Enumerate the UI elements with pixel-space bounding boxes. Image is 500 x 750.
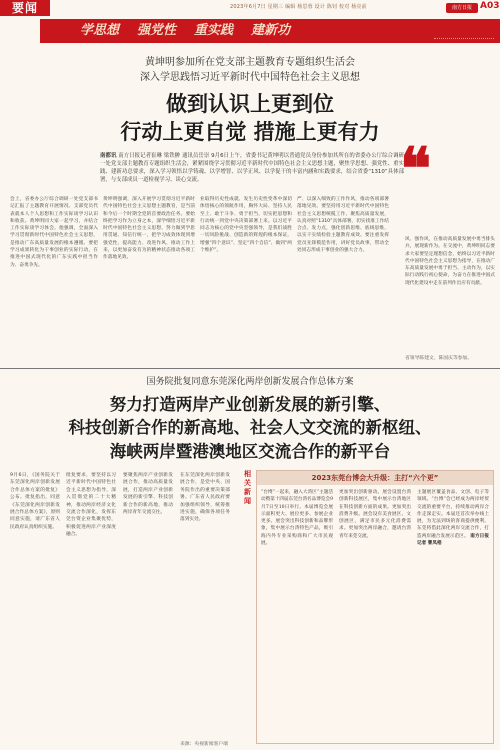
lead-headline-line-1: 做到认识上更到位 (166, 92, 334, 116)
edition-badge: 南方日报 (446, 3, 478, 13)
sidebar-column-3-text: 主题展区覆盖食品、文创、电子等领域。“台博”会已经成为两岸经贸交流的重要平台，持续推动两岸合作走深走实。本届还首次举办线上展，为无法到场的客商提供便利。东莞将借此深化两岸交流合作，打造两岸融合发展示范区。 (417, 490, 489, 539)
slogan-3: 重实践 (194, 23, 234, 38)
sidebar-author: 南方日报记者 曹凤梧 (417, 533, 489, 547)
lead-headline-line-2: 行动上更自觉 措施上更有力 (120, 120, 380, 144)
second-column-1: 9月6日，《国务院关于东莞深化两岸创新发展合作总体方案的批复》公布。批复指出，同意《东莞深化两岸创新发展合作总体方案》，原则同意实施，请广东省人民政府认真组织实施。 (10, 473, 60, 530)
sidebar-columns (261, 489, 489, 739)
slogan-banner (40, 19, 500, 43)
second-headline-line-1: 努力打造两岸产业创新发展的新引擎、 (109, 395, 391, 414)
second-headline-line-2: 科技创新合作的新高地、社会人文交流的新枢纽、 (68, 418, 432, 437)
banner-decoration (434, 23, 494, 39)
slogan-4: 建新功 (251, 23, 291, 38)
lead-column-3: 业取得历史性成就、发生历史性变革中深切体悟核心的领航作用，胸怀大局、坚持人民至上、敢于斗争、勇于担当，切实把思想和行动统一到党中央决策部署上来。以习近平同志为核心的党中央坚强领导，是我们战胜一切风险挑战、创造新的辉煌的根本保证，增强“四个意识”、坚定“四个自信”、做到“两个维护”。 (200, 197, 292, 254)
second-kicker: 国务院批复同意东莞深化两岸创新发展合作总体方案 (146, 377, 354, 387)
dateline: 2023年6月7日 星期三 编辑 杨思蓉 设计 陈钊 校对 杨亮前 (230, 4, 367, 10)
section-tag: 要闻 (0, 0, 50, 16)
lead-column-4: 严、以深入细致的工作作风，推动各项部署落地见效。要坚持用习近平新时代中国特色社会主义思想统揽工作，聚焦高质量发展，认真对照“1310”具体部署，切实找准工作结合点、发力点，强化创新思维、底线思维，以实干实绩检验主题教育成效。要注重发挥党员先锋模范作用，讲好党员故事，带动全处同志形成干事创业的强大合力。 (297, 197, 389, 254)
lead-paragraph (100, 152, 404, 184)
slogan-1: 学思想 (80, 23, 120, 38)
second-column-4: 在东莞深化两岸创新发展合作，是党中央、国务院作出的重要决策部署。广东省人民政府要加强组织领导，统筹推进实施，确保各项任务落到实处。 (180, 473, 230, 523)
lead-kicker-line-1: 黄坤明参加所在党支部主题教育专题组织生活会 (145, 57, 355, 68)
expo-sidebar (256, 470, 494, 744)
slogan-2: 强党性 (137, 23, 177, 38)
second-headline-line-3: 海峡两岸暨港澳地区交流合作的新平台 (109, 442, 391, 461)
lead-column-2: 黄坤明强调，深入开展学习贯彻习近平新时代中国特色社会主义思想主题教育，是当前和今后一个时期全党的首要政治任务。要始终把学习作为立身之本，深学细悟习近平新时代中国特色社会主义思想，努力做到学思用贯通、知信行统一，把学习成效体现到增强党性、提高能力、改进作风、推动工作上来，以更加奋发有为的精神状态推动各项工作落地见效。 (103, 197, 195, 261)
lead-column-5: 风、强作风，在推动高质量发展中勇当排头兵，展现新作为。在交流中，黄坤明同志要求大家要坚定理想信念，始终以习近平新时代中国特色社会主义思想为指导，在推动广东高质量发展中勇于担当、主动作为，以实际行动践行初心使命，为奋力在推进中国式现代化建设中走在前列作出应有贡献。 (405, 237, 495, 286)
sidebar-column-2: 更加突出创新驱动。展会设置台湾创新科技展区，集中展示台湾地区在科技创新方面的成果。更加突出消费升级。展会设有美食展区、文创展区，满足市民多元化消费需求。更加突出两岸融合，邀请台湾青年来莞交流。 (339, 490, 411, 539)
sidebar-column-1: “台博”一起来，融入大湾区”主题活动暨第十四届东莞台湾名品博览会9月7日至10日举行。本届博览会展示面积更大、展位更多、参展企业更多。展会突出科技创新和品牌形象，集中展示台湾特色产品，吸引海内外专业采购商和广大市民观展。 (261, 490, 333, 547)
lead-text: 南方日报记者崔琳 梁铁翀 通讯员岳崇 9月6日上午，省委书记黄坤明以普通党员身份参加其所在的省委办公厅综合调研一处党支部主题教育专题组织生活会，紧紧围绕学习贯彻习近平新时代中国特色社会主义思想主题，聚焦学思想、强党性、重实践、建新功总要求，深入学习领悟以学铸魂、以学增智、以学正风、以学促干的丰富内涵和实践要求，结合省委“1310”具体部署，与支部成员一道检视学习、谈心交流。 (100, 153, 404, 183)
sidebar-title: 2023东莞台博会大升级：主打“六个更” (257, 471, 493, 485)
slogan-list (80, 22, 430, 40)
section-divider (0, 368, 500, 369)
second-column-3: 要聚焦两岸产业创新发展合作，推动高质量发展，打造两岸产业创新发展的新引擎、科技创新合作的新高地，推动两岸青年交流交往。 (123, 473, 173, 516)
masthead (0, 0, 500, 16)
lead-kicker-line-2: 深入学思践悟习近平新时代中国特色社会主义思想 (140, 72, 360, 83)
related-news-tag: 相关新闻 (244, 470, 251, 505)
second-source-line: 来源：央视新闻客户端 (180, 742, 228, 747)
quote-mark-icon: ❝ (400, 135, 428, 203)
second-column-2: 批复要求，要坚持以习近平新时代中国特色社会主义思想为指导，深入贯彻党的二十大精神，推动两岸经济文化交流合作深化，发挥东莞台资企业集聚优势，积极促进两岸产业深度融合。 (66, 473, 116, 538)
sidebar-column-3 (417, 489, 489, 739)
lead-column-1: 会上，省委办公厅综合调研一处党支部书记汇报了主题教育开展情况、支部党员代表就本人个人思想和工作实际谈学习认识和收获。黄坤明同大家一起学习，并结合工作实际谈学习体会。他强调，全面深入学习贯彻新时代中国特色社会主义思想，是推动广东高质量发展的根本遵循。要把学习成果转化为干事创业的实际行动，在推进中国式现代化的广东实践中担当作为、奋勇争先。 (10, 197, 98, 268)
page-number: A03 (480, 1, 500, 11)
lead-author-line: 省领导陈建文、陈国庆等参加。 (405, 356, 473, 361)
lead-prefix: 南都讯 (100, 153, 117, 159)
